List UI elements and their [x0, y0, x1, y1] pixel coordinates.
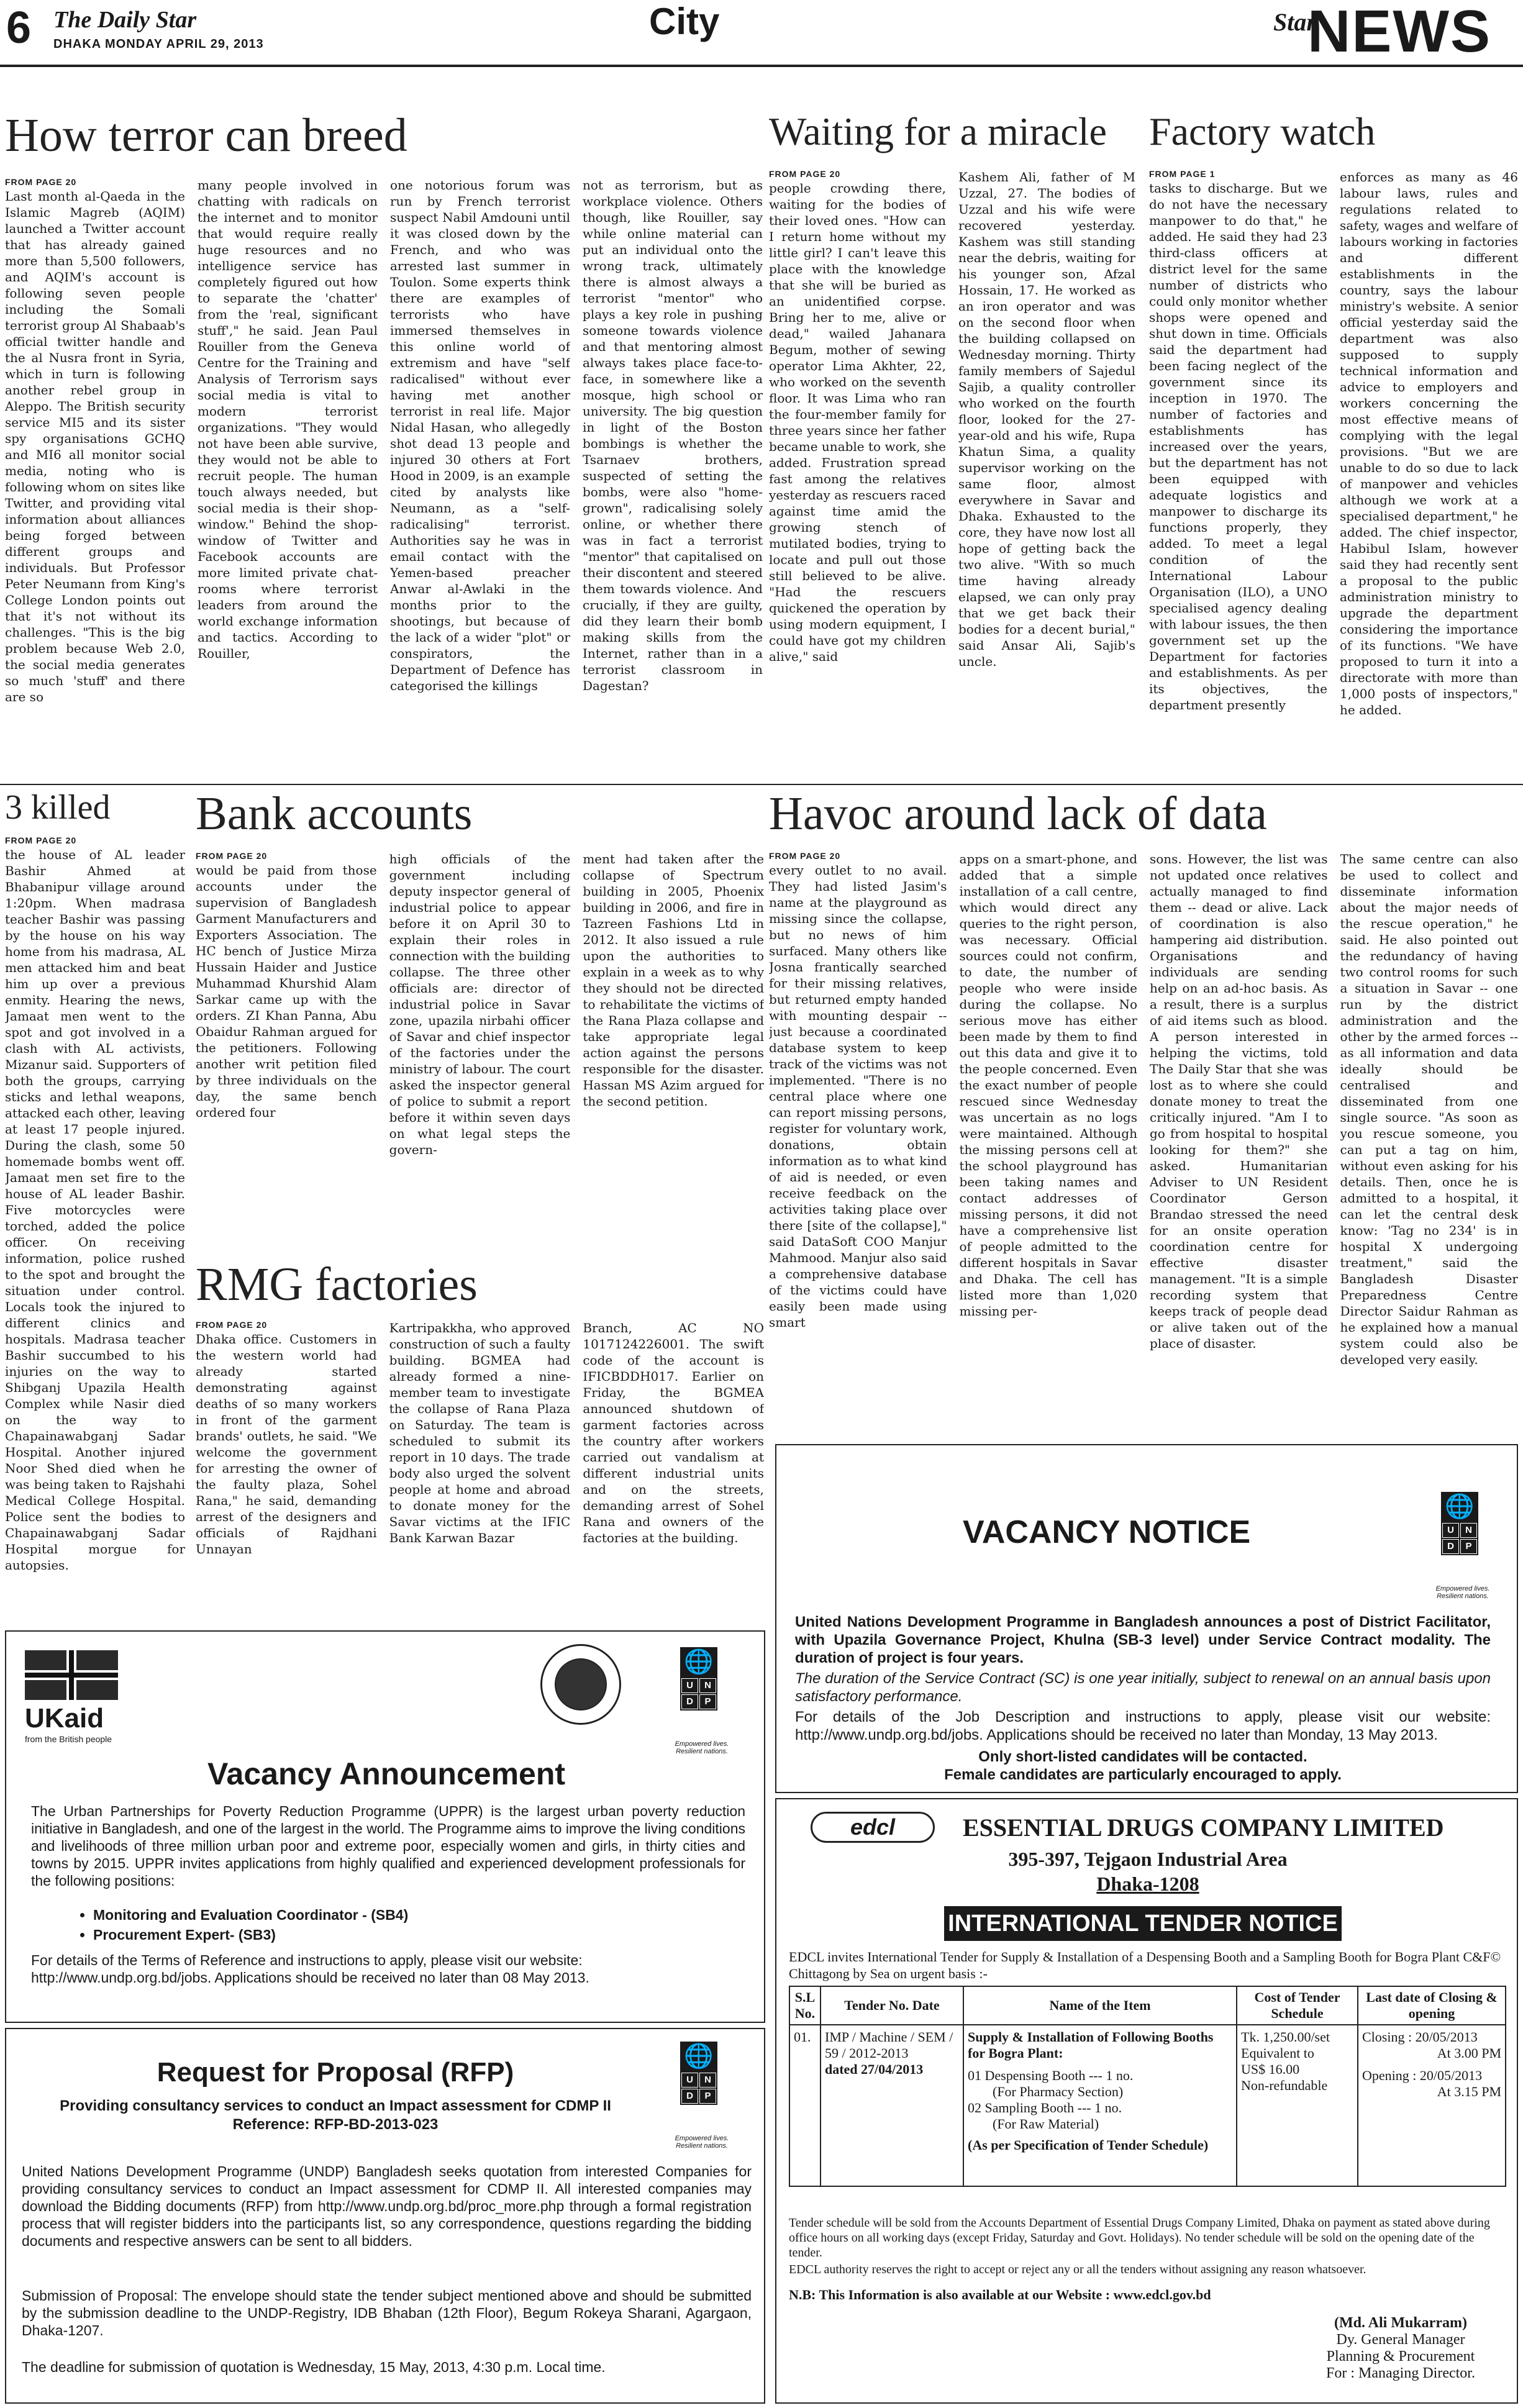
edcl-name: ESSENTIAL DRUGS COMPANY LIMITED [963, 1814, 1444, 1842]
signatory-name: (Md. Ali Mukarram) [1334, 2315, 1467, 2331]
ad-rfp [5, 2028, 765, 2404]
ad-ukaid-vacancy [5, 1630, 765, 2023]
ukaid-tagline: from the British people [25, 1734, 112, 1744]
undp-letter: P [1460, 1539, 1477, 1554]
undp-letter: D [681, 1694, 698, 1709]
article-column: ment had taken after the collapse of Spectrum building in 2005, Phoenix building in 2006, and fire in Tazreen Fashions Ltd in 2012. It also issued a rule upon the authorities to explain in a week as to why they should not be directed to rehabilitate the victims of the Rana Plaza collapse and take appropriate legal action against the persons responsible for the disaster. Hassan MS Azim argued for the second petition. [583, 852, 765, 1109]
signatory-title: Planning & Procurement [1326, 2348, 1475, 2365]
from-page: FROM PAGE 20 [196, 851, 268, 861]
item-sub: (For Raw Material) [993, 2116, 1099, 2132]
article-miracle-body [769, 169, 1135, 771]
uppr-description: The Urban Partnerships for Poverty Reduction Programme (UPPR) is the largest urban poverty reduction initiative in Bangladesh, and one of the largest in the world. The Programme aims to improve the living conditions and livelihoods of three million urban poor and extreme poor, especially women and girls, in thirty cities and towns by 2015. UPPR invites applications from highly qualified and experienced development professionals for the following positions: [31, 1803, 745, 1889]
un-emblem-icon: 🌐 [684, 2043, 714, 2070]
headline: RMG factories [196, 1258, 478, 1311]
rfp-submission: Submission of Proposal: The envelope should state the tender subject mentioned above and should be submitted by the submission deadline to the UNDP-Registry, IDB Bhaban (12th Floor), Begum Rokeya Sharani, Agargaon, Dhaka-1207. [22, 2288, 752, 2338]
undp-letter: N [699, 2073, 716, 2088]
vacancy-intro: United Nations Development Programme in Bangladesh announces a post of District Facilitator, with Upazila Governance Project, Khulna (SB-3 level) under Service Contract modality. The duration of project is four years. [795, 1614, 1491, 1666]
column-text: would be paid from those accounts under the supervision of Bangladesh Garment Manufacturers and Exporters Association. The HC bench of Justice Mirza Hussain Haider and Justice Muhammad Khurshid Alam Sarkar came up with the orders. ZI Khan Panna, Abu Obaidur Rahman argued for the petitioners. Following another writ petition filed by three individuals on the day, the same bench ordered four [196, 863, 377, 1120]
vacancy-announcement-title: Vacancy Announcement [207, 1756, 566, 1791]
article-column: apps on a smart-phone, and added that a simple installation of a call centre, which would direct any queries to the right person, was necessary. Official sources could not confirm, to date, the number of people who were inside during the collapse. No serious move has either been made by them to find out this data and give it to the people concerned. Even the exact number of people rescued since Wednesday was uncertain as no logs were maintained. Although the missing persons cell at the school playground has been taking names and contact addresses of missing persons, it did not have a comprehensive list of people admitted to the different hospitals in Savar and Dhaka. The cell has listed more than 1,020 missing per- [959, 852, 1137, 1319]
article-column: many people involved in chatting with radicals on the internet and to monitor that would require really huge resources and no intelligence service has completely figured out how to separate the 'chatter' from the 'real, significant stuff'," he said. Jean Paul Rouiller from the Geneva Centre for the Training and Analysis of Terrorism says social media is vital to modern terrorist organizations. "They would not have been able survive, they would not be able to recruit people. The human touch always needed, but social media is their shop-window." Behind the shop-window of Twitter and Facebook accounts are more limited private chat-rooms where terrorist leaders from around the world exchange information and tactics. According to Rouiller, [198, 178, 378, 661]
cost-line: Non-refundable [1241, 2078, 1328, 2093]
rfp-subtitle: Providing consultancy services to conduct an Impact assessment for CDMP II [60, 2097, 611, 2114]
headline: Waiting for a miracle [769, 109, 1107, 153]
from-page: FROM PAGE 20 [769, 169, 841, 179]
article-rmg [196, 1258, 764, 1311]
undp-letter: D [1442, 1539, 1459, 1554]
section-rule [0, 784, 1523, 785]
signatory-title: Dy. General Manager [1336, 2332, 1465, 2348]
section-title: City [649, 1, 720, 42]
article-bank [196, 788, 764, 840]
tender-intro: EDCL invites International Tender for Supply & Installation of a Despensing Booth and a Sampling Booth for Bogra Plant C&F© Chittagong by Sea on urgent basis :- [789, 1949, 1501, 1981]
un-emblem-icon: 🌐 [684, 1649, 714, 1675]
article-havoc [769, 788, 1518, 840]
vacancy-duration: The duration of the Service Contract (SC) is one year initially, subject to renewal on an annual basis upon satisfactory performance. [795, 1670, 1491, 1705]
table-header: S.L No. [789, 1986, 821, 2025]
vacancy-details: For details of the Job Description and instructions to apply, please visit our website: http://www.undp.org.bd/jobs. Applications should be received no later than Monday, 13 May 2013. [795, 1709, 1491, 1743]
undp-letter: U [1442, 1523, 1459, 1538]
tender-notice-title: INTERNATIONAL TENDER NOTICE [944, 1906, 1342, 1941]
undp-tagline: Empowered lives. Resilient nations. [1435, 1585, 1490, 1600]
news-label: NEWS [1307, 0, 1491, 65]
edcl-address: 395-397, Tejgaon Industrial Area [1008, 1848, 1288, 1870]
headline: Bank accounts [196, 788, 473, 840]
signatory-title: For : Managing Director. [1326, 2365, 1475, 2381]
from-page: FROM PAGE 20 [196, 1320, 268, 1330]
undp-letter: U [681, 1678, 698, 1693]
item-spec: (As per Specification of Tender Schedule) [968, 2137, 1209, 2153]
table-row [789, 2025, 1506, 2186]
edcl-logo: edcl [811, 1812, 935, 1843]
undp-letter: P [699, 2089, 716, 2104]
ad-vacancy-notice [775, 1444, 1518, 1793]
cost-line: Tk. 1,250.00/set [1241, 2029, 1330, 2045]
undp-tagline: Empowered lives. Resilient nations. [675, 2135, 729, 2150]
table-header: Tender No. Date [821, 1986, 963, 2025]
rfp-title: Request for Proposal (RFP) [157, 2057, 514, 2088]
undp-letter: P [699, 1694, 716, 1709]
article-column: not as terrorism, but as workplace violence. Others though, like Rouiller, say while online material can put an individual onto the wrong track, ultimately there is almost always a terrorist "mentor" who plays a key role in pushing someone towards violence and that mentoring almost always takes place face-to-face, in somewhere like a mosque, high school or university. The big question in light of the Boston bombings is whether the Tsarnaev brothers, suspected of setting the bombs, were also "home-grown", radicalising solely online, or whether there was in fact a terrorist "mentor" that capitalised on their discontent and steered them towards violence. And crucially, if they are guilty, did they learn their bomb making skills from the Internet, rather than in a terrorist classroom in Dagestan? [583, 178, 763, 693]
undp-letter: U [681, 2073, 698, 2088]
item-line: 02 Sampling Booth --- 1 no. [968, 2100, 1122, 2115]
article-column [196, 851, 377, 1255]
cell-sl: 01. [789, 2025, 821, 2186]
headline: 3 killed [5, 788, 111, 827]
cost-line: Equivalent to [1241, 2045, 1314, 2061]
tender-table [789, 1986, 1506, 2187]
cell-dates [1358, 2025, 1506, 2186]
from-page: FROM PAGE 20 [769, 851, 841, 861]
cost-line: US$ 16.00 [1241, 2061, 1300, 2077]
opening-date: Opening : 20/05/2013 [1362, 2068, 1483, 2083]
undp-letter: N [699, 1678, 716, 1693]
bangladesh-govt-seal-icon [540, 1644, 621, 1725]
tender-date: dated 27/04/2013 [825, 2061, 924, 2077]
article-column [5, 835, 185, 1618]
article-column: high officials of the government including deputy inspector general of industrial police to appear before it on April 30 to explain their roles in connection with the building collapse. The three other officials are: director of industrial police in Savar zone, upazila nirbahi officer of Savar and chief inspector of the factories under the ministry of labour. The court asked the inspector general of police to submit a report before it within seven days on what legal steps the govern- [389, 852, 571, 1157]
article-terror [5, 109, 763, 161]
column-text: tasks to discharge. But we do not have the necessary manpower to do that," he added. He said they had 23 third-class officers at district level for the same number of districts who could only monitor whether shops were opened and shut down in time. Officials said the department had been facing neglect of the government since its inception in 1970. The number of factories and establishments has increased over the years, but the department has not been equipped with adequate logistics and manpower to discharge its functions properly, they added. To meet a legal condition of the International Labour Organisation (ILO), a UNO specialised agency dealing with labour issues, the then government set up the Department for factories and establishments. As per its objectives, the department presently [1149, 181, 1327, 712]
article-killed [5, 790, 185, 825]
tender-rights: EDCL authority reserves the right to accept or reject any or all the tenders without assigning any reason whatsoever. [789, 2263, 1366, 2276]
from-page: FROM PAGE 1 [1149, 169, 1216, 179]
article-column: Kashem Ali, father of M Uzzal, 27. The bodies of Uzzal and his wife were recovered yesterday. Kashem was still standing near the debris, waiting for his younger son, Afzal Hossain, 17. He worked as an iron operator and was on the second floor when the building collapsed on Wednesday morning. Thirty family members of Sajedul Sajib, a quality controller who worked on the fourth floor, looked for the 27-year-old and his wife, Rupa Khatun Sima, a quality supervisor working on the same floor, almost everywhere in Savar and Dhaka. Exhausted to the core, they have now lost all hope of getting back the two alive. "With so much time having already elapsed, we can only pray that we get back their bodies for a decent burial," said Ansar Ali, Sajib's uncle. [958, 170, 1135, 669]
item-line: 01 Despensing Booth --- 1 no. [968, 2068, 1134, 2083]
masthead-rule [0, 65, 1523, 67]
headline: Havoc around lack of data [769, 788, 1267, 840]
article-column: enforces as many as 46 labour laws, rules and regulations related to safety, wages and welfare of labours working in factories and different establishments in the country, says the labour ministry's website. A senior official yesterday said the department was also supposed to supply technical information and advice to employers and workers concerning the most effective means of complying with the legal provisions. "But we are unable to do so due to lack of manpower and vehicles although we work at a specialised department," he added. The chief inspector, Habibul Islam, however said they had recently sent a proposal to the public administration ministry to upgrade the department considering the importance of its functions. "We have proposed to turn it into a directorate with more than 1,000 posts of inspectors," he added. [1340, 170, 1518, 717]
article-terror-body [5, 177, 763, 773]
article-miracle [769, 109, 1135, 153]
article-column: Kartripakkha, who approved construction of such a faulty building. BGMEA had already formed a nine-member team to investigate the collapse of Rana Plaza on Saturday. The team is scheduled to submit its report in 10 days. The trade body also urged the solvent people at home and abroad to donate money for the Savar victims at the IFIC Bank Karwan Bazar [389, 1320, 571, 1545]
article-column [1149, 169, 1327, 771]
ad-edcl-tender [775, 1798, 1518, 2404]
article-killed-body [5, 835, 185, 1618]
column-text: people crowding there, waiting for the bodies of their loved ones. "How can I return home without my little girl? I can't leave this place with the knowledge that she will be buried as an unidentified corpse. Bring her to me, alive or dead," wailed Jahanara Begum, mother of sewing operator Lima Akhter, 22, who worked on the seventh floor. It was Lima who ran the four-member family for three years since her father became unable to work, she added. Frustration spread fast among the relatives yesterday as rescuers raced against time amid the growing stench of mutilated bodies, trying to locate and pull out those still believed to be alive. "Had the rescuers quickened the operation by using modern equipment, I could have got my children alive," said [769, 181, 946, 664]
union-flag-icon [25, 1650, 118, 1700]
list-item: • Monitoring and Evaluation Coordinator - (SB4) [93, 1905, 408, 1925]
column-text: every outlet to no avail. They had listed Jasim's name at the playground as missing since the collapse, but no news of him surfaced. Many others like Josna frantically searched for their missing relatives, but returned empty handed with mounting despair -- just because a coordinated database system to keep track of the victims was not implemented. "There is no central place where one can report missing persons, register for voluntary work, donations, obtain information as to what kind of aid is needed, or even receive feedback on the activities taking place over there [site of the collapse]," said DataSoft COO Manjur Mahmood. Manjur also said a comprehensive database of the victims could have easily been made using smart [769, 863, 947, 1330]
closing-date: Closing : 20/05/2013 [1362, 2029, 1478, 2045]
table-header: Cost of Tender Schedule [1237, 1986, 1358, 2025]
list-item: • Procurement Expert- (SB3) [93, 1925, 408, 1945]
article-column: Branch, AC NO 1017124226001. The swift code of the account is IFICBDDH017. Earlier on Friday, the BGMEA announced shutdown of garment factories across the country after workers carried out vandalism at different industrial units and on the streets, demanding arrest of Sohel Rana and owners of the factories at the building. [583, 1320, 765, 1545]
ukaid-logo: UKaid [25, 1703, 104, 1733]
masthead [0, 0, 1523, 65]
article-column: one notorious forum was run by French terrorist suspect Nabil Amdouni until it was closed down by the French, and who was arrested last summer in Toulon. Some experts think there are examples of terrorists who have immersed themselves in this online world of extremism and have "self radicalised" without ever having met another terrorist in real life. Major Nidal Hasan, who allegedly shot dead 13 people and injured 30 others at Fort Hood in 2009, is an example cited by analysts like Neumann, as a "self-radicalising" terrorist. Authorities say he was in email contact with the Yemen-based preacher Anwar al-Awlaki in the months prior to the shootings, but because of the lack of a wider "plot" or conspirators, the Department of Defence has categorised the killings [390, 178, 570, 693]
rfp-reference: Reference: RFP-BD-2013-023 [232, 2116, 439, 2133]
opening-time: At 3.15 PM [1437, 2084, 1501, 2099]
undp-letter: N [1460, 1523, 1477, 1538]
column-text: Last month al-Qaeda in the Islamic Magreb (AQIM) launched a Twitter account that has already gained more than 5,500 followers, and AQIM's account is following seven people including the Somali terrorist group Al Shabaab's official twitter handle and the al Nusra front in Syria, which in turn is following another rebel group in Aleppo. The British security service MI5 and its sister spy organisations GCHQ and MI6 all monitor social media, noting who is following whom on sites like Twitter, and providing vital information about alliances being forged between different groups and individuals. But Professor Peter Neumann from King's College London points out that it's not without its challenges. "This is the big problem because Web 2.0, the social media generates so much 'stuff' and there are so [5, 189, 185, 704]
undp-tagline: Empowered lives. Resilient nations. [675, 1740, 729, 1755]
edcl-city: Dhaka-1208 [1096, 1873, 1199, 1895]
article-rmg-body [196, 1320, 764, 1618]
article-bank-body [196, 851, 764, 1255]
vacancy-title: VACANCY NOTICE [963, 1514, 1251, 1550]
article-column: The same centre can also be used to collect and disseminate information about the major needs of the rescue operation," he said. He also pointed out the redundancy of having two control rooms for such a situation in Savar -- one run by the district administration and the other by the armed forces -- as all information and data ideally should be centralised and disseminated from one single source. "As soon as you rescue someone, you can put a tag on him, without even asking for his details. Then, once he is admitted to a hospital, it can let the central desk know: 'Tag no 234' is in hospital X undergoing treatment," said the Bangladesh Disaster Preparedness Centre Director Saidur Rahman as he explained how a manual system could also be developed very easily. [1340, 852, 1518, 1367]
un-emblem-icon: 🌐 [1445, 1494, 1475, 1520]
article-column [769, 169, 946, 771]
undp-logo [1441, 1492, 1478, 1555]
column-text: the house of AL leader Bashir Ahmed at Bhabanipur village around 1:20pm. When madrasa teacher Bashir was passing by the house on his way home from his madrasa, AL men attacked him and beat him up over a previous enmity. Hearing the news, Jamaat men went to the spot and got involved in a clash with AL activists, Mizanur said. Supporters of both the groups, carrying sticks and lethal weapons, attacked each other, leaving at least 17 people injured. During the clash, some 50 homemade bombs went off. Jamaat men set fire to the house of AL leader Bashir. Five motorcycles were torched, added the police officer. On receiving information, police rushed to the spot and brought the situation under control. Locals took the injured to different clinics and hospitals. Madrasa teacher Bashir succumbed to his injuries on the way to Shibganj Upazila Health Complex while Nasir died on the way to Chapainawabganj Sadar Hospital. Another injured Noor Shed died when he was being taken to Rajshahi Medical College Hospital. Police sent the bodies to Chapainawabganj Sadar Hospital morgue for autopsies. [5, 847, 185, 1573]
from-page: FROM PAGE 20 [5, 835, 77, 845]
tender-footer: Tender schedule will be sold from the Accounts Department of Essential Drugs Company Limited, Dhaka on payment as stated above during office hours on all working days (except Friday, Saturday and Govt. Holidays). No tender schedule will be sold on the opening date of the tender. [789, 2216, 1490, 2260]
paper-name: The Daily Star [53, 7, 197, 33]
rfp-body: United Nations Development Programme (UNDP) Bangladesh seeks quotation from interested Companies for providing consultancy services to conduct an Impact assessment for CDMP II. All interested companies may download the Bidding documents (RFP) from http://www.undp.org.bd/proc_more.php through a formal registration process that will register bidders into the participants list, so any correspondence, questions regarding the bidding documents and respective answers can be sent to all bidders. [22, 2163, 752, 2249]
article-factory-body [1149, 169, 1518, 771]
vacancy-shortlist: Only short-listed candidates will be contacted. [978, 1748, 1307, 1765]
cell-item [963, 2025, 1237, 2186]
tender-number: IMP / Machine / SEM / 59 / 2012-2013 [825, 2029, 953, 2061]
signature-block [1298, 2315, 1503, 2382]
headline: How terror can breed [5, 109, 407, 161]
table-header: Last date of Closing & opening [1358, 1986, 1506, 2025]
column-text: Dhaka office. Customers in the western world had already started demonstrating against deaths of so many workers in front of the garment brands' outlets, he said. "We welcome the government for arresting the owner of the faulty plaza, Sohel Rana," he said, demanding arrest of the designers and officials of Rajdhani Unnayan [196, 1332, 377, 1556]
article-havoc-body [769, 851, 1518, 1435]
undp-letter: D [681, 2089, 698, 2104]
rfp-deadline: The deadline for submission of quotation is Wednesday, 15 May, 2013, 4:30 p.m. Local time. [22, 2359, 606, 2375]
star-logo: Star [1273, 8, 1316, 36]
undp-logo [680, 1647, 717, 1711]
item-title: Supply & Installation of Following Booths for Bogra Plant: [968, 2029, 1214, 2061]
undp-logo [680, 2042, 717, 2105]
closing-time: At 3.00 PM [1437, 2045, 1501, 2061]
cell-cost [1237, 2025, 1358, 2186]
article-column: sons. However, the list was not updated once relatives actually managed to find them -- dead or alive. Lack of coordination is also hampering aid distribution. Organisations and individuals are sending help on an ad-hoc basis. As a result, there is a surplus of aid items such as blood. A person interested in helping the victims, told The Daily Star that she was lost as to where she could donate money to treat the critically injured. "Am I to go from hospital to hospital looking for them?" she asked. Humanitarian Adviser to UN Resident Coordinator Gerson Brandao stressed the need for an onsite operation coordination centre for effective disaster management. "It is a simple recording system that keeps track of people dead or alive taken out of the place of disaster. [1150, 852, 1328, 1351]
headline: Factory watch [1149, 109, 1376, 153]
item-sub: (For Pharmacy Section) [993, 2084, 1124, 2099]
article-factory [1149, 109, 1518, 153]
ukaid-footer: For details of the Terms of Reference and instructions to apply, please visit our website: http://www.undp.org.bd/jobs. Applications should be received no later than 08 May 2013. [31, 1952, 589, 1986]
table-header: Name of the Item [963, 1986, 1237, 2025]
article-column [769, 851, 947, 1435]
page-number: 6 [6, 3, 32, 53]
article-column [196, 1320, 377, 1618]
tender-website: N.B: This Information is also available at our Website : www.edcl.gov.bd [789, 2287, 1211, 2302]
from-page: FROM PAGE 20 [5, 177, 77, 187]
vacancy-female: Female candidates are particularly encouraged to apply. [944, 1766, 1342, 1783]
positions-list [93, 1905, 408, 1945]
article-column [5, 177, 185, 773]
cell-tender [821, 2025, 963, 2186]
date-line: DHAKA MONDAY APRIL 29, 2013 [53, 37, 264, 51]
